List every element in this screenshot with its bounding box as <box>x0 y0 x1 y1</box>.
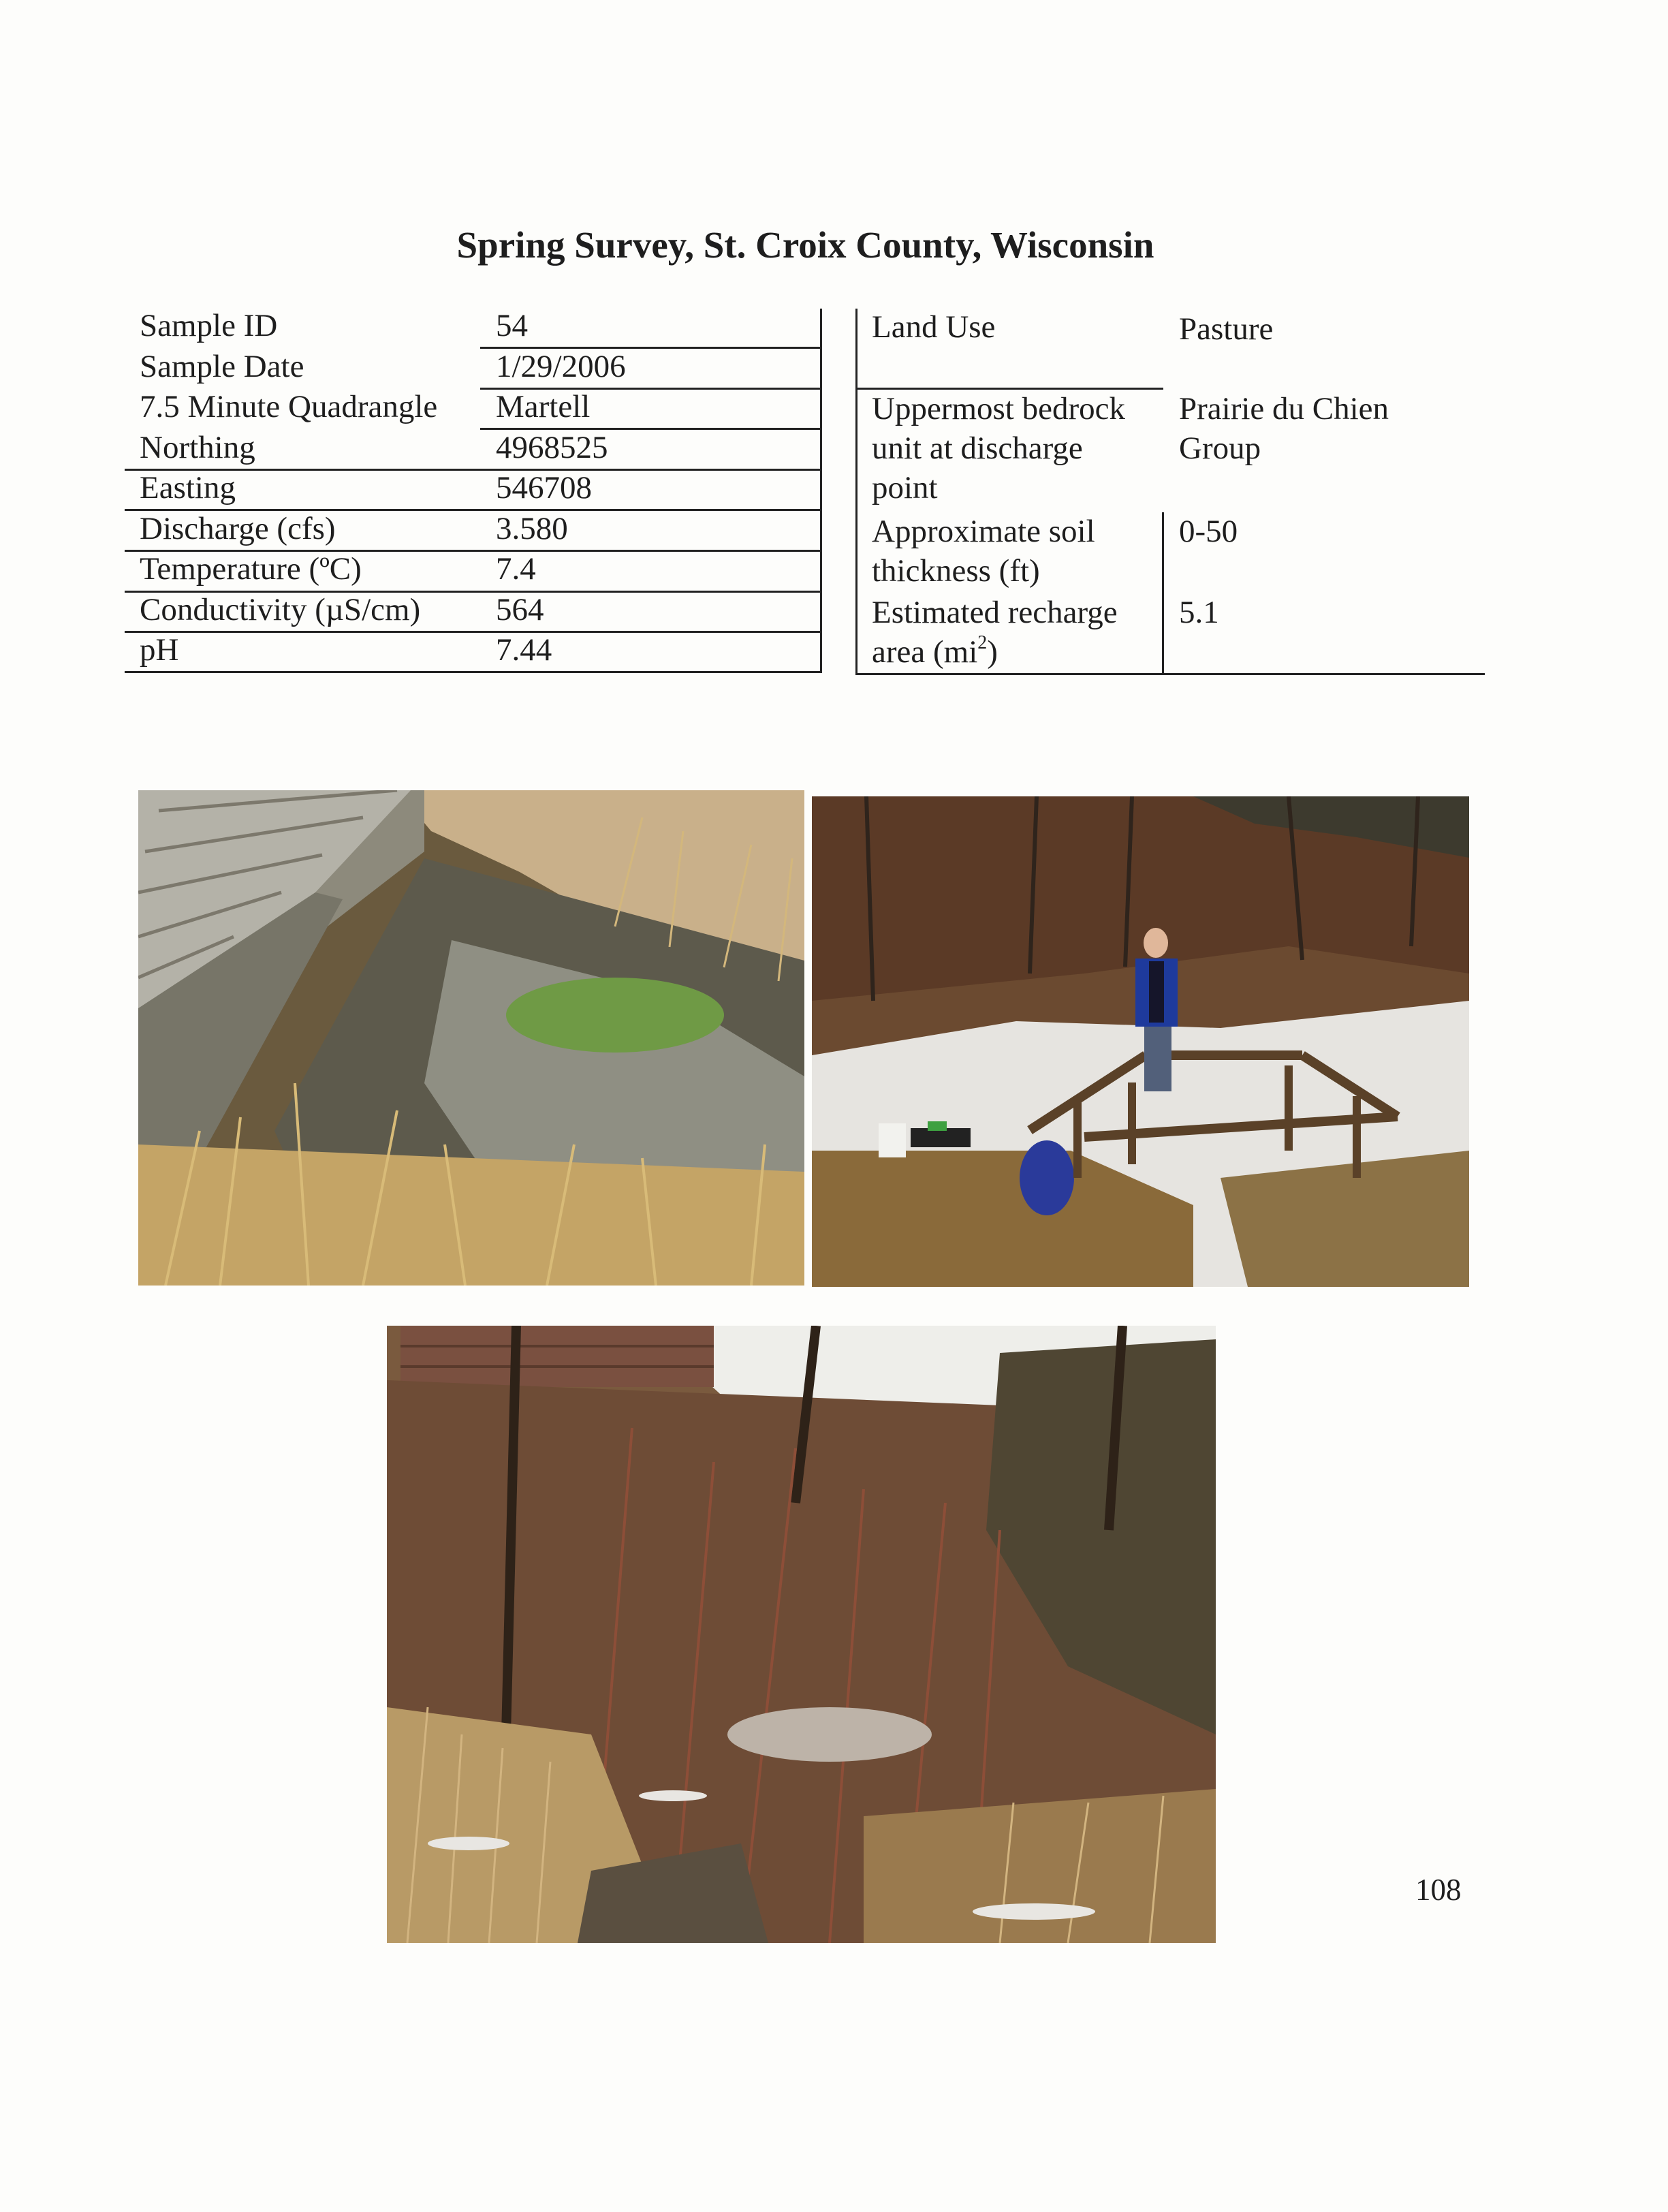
label-sample-id: Sample ID <box>140 308 278 343</box>
value-ph: 7.44 <box>496 632 552 668</box>
recharge-close-paren: ) <box>987 634 998 670</box>
value-sample-id: 54 <box>496 308 528 343</box>
label-bedrock-line1: Uppermost bedrock <box>872 391 1125 426</box>
photo-person-footbridge <box>812 796 1469 1287</box>
page-number: 108 <box>1415 1873 1462 1907</box>
label-ph: pH <box>140 632 179 668</box>
value-bedrock-line2: Group <box>1179 431 1261 466</box>
value-bedrock-line1: Prairie du Chien <box>1179 391 1389 426</box>
value-sample-date: 1/29/2006 <box>496 349 626 384</box>
table-border <box>855 309 857 673</box>
label-bedrock-line2: unit at discharge <box>872 431 1083 466</box>
label-recharge-line2 <box>872 633 998 672</box>
divider <box>480 671 821 673</box>
divider <box>125 631 821 633</box>
label-sample-date: Sample Date <box>140 349 304 384</box>
label-discharge: Discharge (cfs) <box>140 511 336 546</box>
label-easting: Easting <box>140 470 236 505</box>
label-northing: Northing <box>140 430 255 465</box>
value-land-use: Pasture <box>1179 311 1274 347</box>
label-quadrangle: 7.5 Minute Quadrangle <box>140 389 438 424</box>
photo-brushy-slope <box>387 1326 1216 1943</box>
label-soil-line1: Approximate soil <box>872 514 1095 549</box>
page-title: Spring Survey, St. Croix County, Wisconsin <box>456 224 1154 266</box>
label-temperature: Temperature (ºC) <box>140 551 362 587</box>
value-soil: 0-50 <box>1179 514 1238 549</box>
label-conductivity: Conductivity (µS/cm) <box>140 592 421 627</box>
value-quadrangle: Martell <box>496 389 591 424</box>
label-land-use: Land Use <box>872 309 996 345</box>
photo-bridge-stream <box>138 790 804 1286</box>
divider <box>125 671 480 673</box>
label-recharge-line1: Estimated recharge <box>872 595 1118 630</box>
value-temperature: 7.4 <box>496 551 536 587</box>
label-bedrock-line3: point <box>872 470 938 505</box>
value-easting: 546708 <box>496 470 592 505</box>
value-recharge: 5.1 <box>1179 595 1219 630</box>
recharge-superscript: 2 <box>977 632 988 653</box>
value-northing: 4968525 <box>496 430 608 465</box>
table-border <box>820 309 822 673</box>
recharge-unit: area (mi <box>872 634 978 670</box>
table-border <box>1162 512 1164 673</box>
divider <box>855 673 1485 675</box>
label-soil-line2: thickness (ft) <box>872 553 1040 589</box>
value-discharge: 3.580 <box>496 511 568 546</box>
value-conductivity: 564 <box>496 592 544 627</box>
